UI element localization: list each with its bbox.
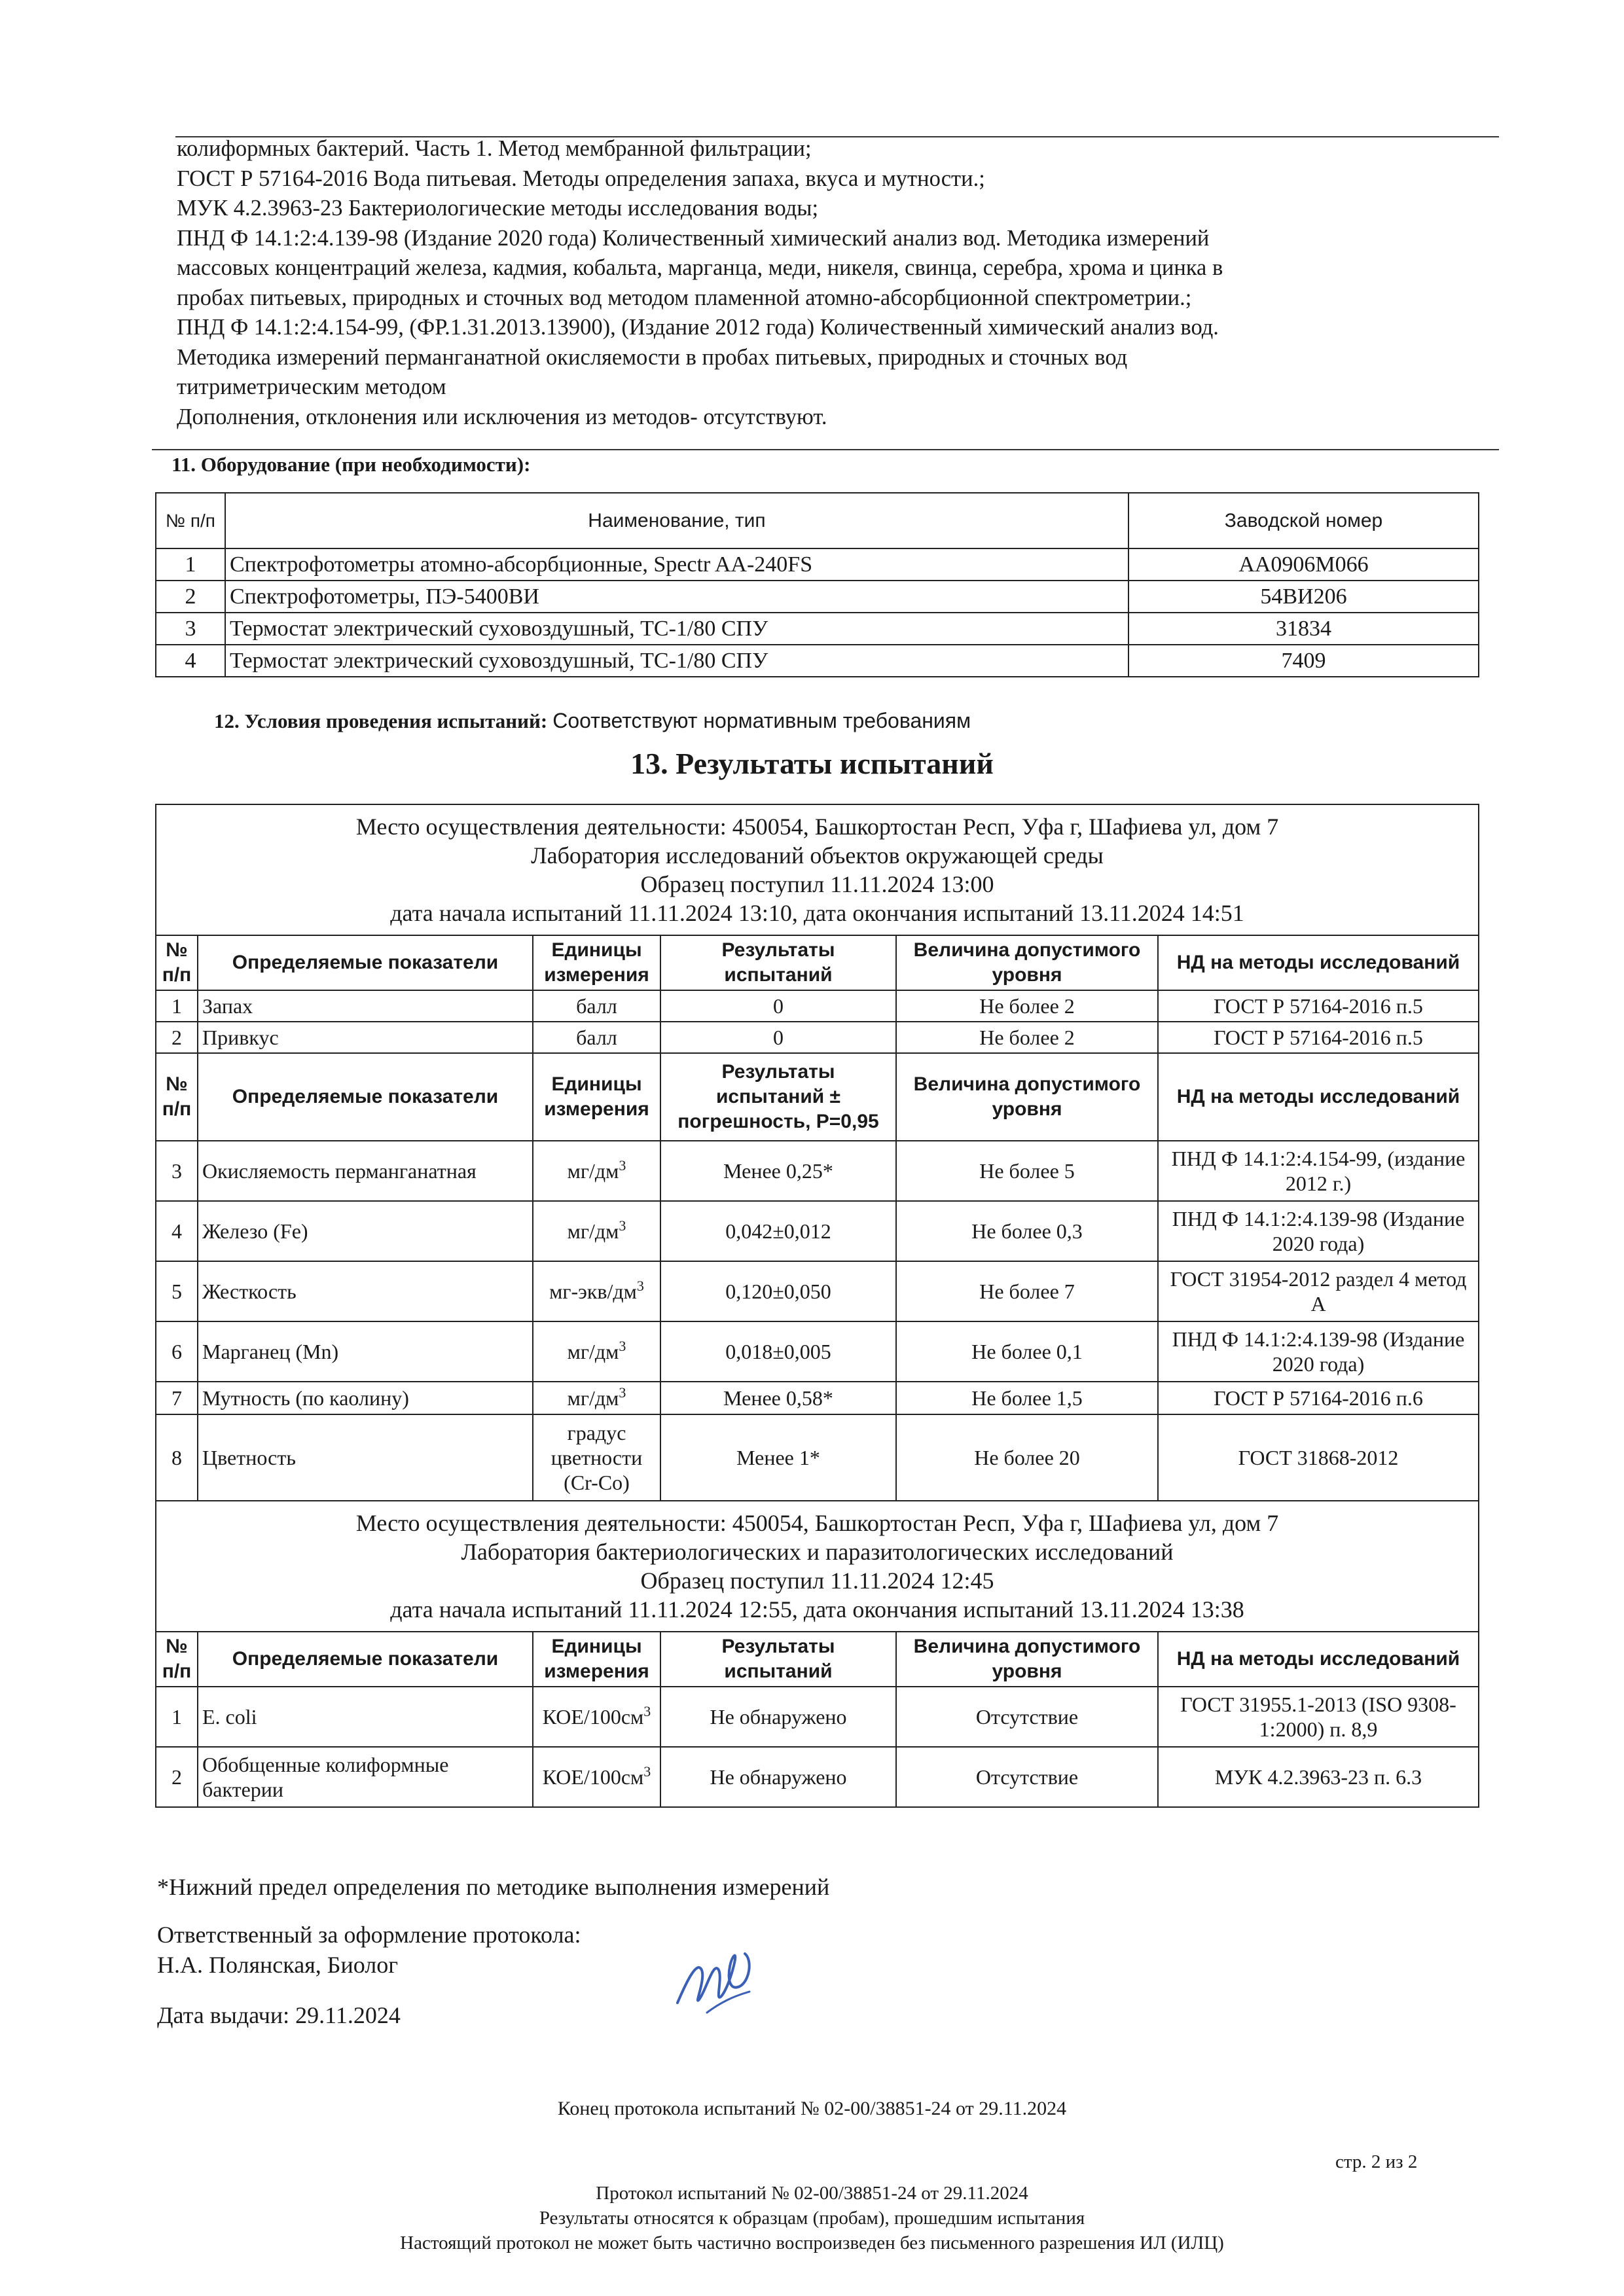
test-conditions (214, 709, 971, 733)
intro-line: титриметрическим методом (177, 374, 446, 399)
intro-line: ПНД Ф 14.1:2:4.139-98 (Издание 2020 года) Количественный химический анализ вод. Методика измерений (177, 225, 1210, 251)
cell: Не более 2 (896, 990, 1158, 1022)
cell: 7 (156, 1382, 198, 1414)
unit-exponent: 3 (619, 1217, 626, 1234)
cell: Спектрофотометры, ПЭ-5400ВИ (225, 581, 1128, 613)
table-header-row (156, 935, 1479, 990)
unit: мг/дм (567, 1340, 619, 1363)
header-cell: № п/п (156, 493, 225, 548)
cell: 4 (156, 645, 225, 677)
unit-exponent: 3 (619, 1338, 626, 1354)
table-row (156, 1321, 1479, 1382)
page-number: стр. 2 из 2 (1335, 2151, 1418, 2172)
cell (533, 1382, 660, 1414)
header-cell: Определяемые показатели (198, 1632, 533, 1687)
cell: Менее 1* (660, 1414, 896, 1501)
header-cell: № п/п (156, 935, 198, 990)
cell: 54ВИ206 (1128, 581, 1479, 613)
table-row (156, 990, 1479, 1022)
cell: Не более 5 (896, 1141, 1158, 1201)
table-row (156, 1261, 1479, 1321)
cell: 1 (156, 1687, 198, 1747)
header-cell: № п/п (156, 1053, 198, 1141)
cell: Мутность (по каолину) (198, 1382, 533, 1414)
cell: Не более 0,3 (896, 1201, 1158, 1261)
cell: E. coli (198, 1687, 533, 1747)
unit: мг/дм (567, 1159, 619, 1183)
unit: мг/дм (567, 1386, 619, 1410)
unit-exponent: 3 (619, 1384, 626, 1401)
table-row (156, 1414, 1479, 1501)
cell: Не более 20 (896, 1414, 1158, 1501)
cell: Привкус (198, 1022, 533, 1053)
cell: Отсутствие (896, 1747, 1158, 1807)
cell: балл (533, 990, 660, 1022)
cell: Термостат электрический суховоздушный, ТС-1/80 СПУ (225, 645, 1128, 677)
site-info-row (156, 1501, 1479, 1632)
cell: ГОСТ Р 57164-2016 п.5 (1158, 990, 1479, 1022)
conditions-value: Соответствуют нормативным требованиям (552, 709, 971, 732)
equipment-title: 11. Оборудование (при необходимости): (171, 453, 531, 476)
cell: 31834 (1128, 613, 1479, 645)
cell: Менее 0,58* (660, 1382, 896, 1414)
cell: ГОСТ 31955.1-2013 (ISO 9308-1:2000) п. 8,9 (1158, 1687, 1479, 1747)
header-cell: Заводской номер (1128, 493, 1479, 548)
cell: 1 (156, 548, 225, 581)
cell: Не более 2 (896, 1022, 1158, 1053)
cell: Спектрофотометры атомно-абсорбционные, Spectr AA-240FS (225, 548, 1128, 581)
unit-exponent: 3 (636, 1278, 644, 1294)
cell: Цветность (198, 1414, 533, 1501)
intro-line: ПНД Ф 14.1:2:4.154-99, (ФР.1.31.2013.13900), (Издание 2012 года) Количественный химический анализ вод. (177, 315, 1219, 340)
cell: 2 (156, 581, 225, 613)
cell: 8 (156, 1414, 198, 1501)
intro-line: Дополнения, отклонения или исключения из методов- отсутствуют. (177, 404, 827, 429)
cell: 6 (156, 1321, 198, 1382)
header-cell: Величина допустимого уровня (896, 1053, 1158, 1141)
cell: Термостат электрический суховоздушный, ТС-1/80 СПУ (225, 613, 1128, 645)
site-address: Место осуществления деятельности: 450054, Башкортостан Респ, Уфа г, Шафиева ул, дом 7 (355, 814, 1279, 840)
cell: МУК 4.2.3963-23 п. 6.3 (1158, 1747, 1479, 1807)
footer-line: Результаты относятся к образцам (пробам), прошедшим испытания (539, 2208, 1085, 2229)
cell: 2 (156, 1022, 198, 1053)
cell: ГОСТ Р 57164-2016 п.6 (1158, 1382, 1479, 1414)
cell: Обобщенные колиформные бактерии (198, 1747, 533, 1807)
cell: 0 (660, 1022, 896, 1053)
site-info (156, 804, 1479, 935)
header-cell: Определяемые показатели (198, 935, 533, 990)
test-dates: дата начала испытаний 11.11.2024 13:10, дата окончания испытаний 13.11.2024 14:51 (390, 900, 1244, 926)
cell: Железо (Fe) (198, 1201, 533, 1261)
signature-icon (668, 1934, 766, 2032)
end-of-protocol: Конец протокола испытаний № 02-00/38851-24 от 29.11.2024 (557, 2098, 1067, 2119)
cell: 1 (156, 990, 198, 1022)
cell: 3 (156, 1141, 198, 1201)
cell: Менее 0,25* (660, 1141, 896, 1201)
unit: мг-экв/дм (549, 1280, 637, 1303)
table-header-row (156, 1053, 1479, 1141)
cell: 2 (156, 1747, 198, 1807)
header-cell: Величина допустимого уровня (896, 935, 1158, 990)
cell: Не более 0,1 (896, 1321, 1158, 1382)
header-cell: НД на методы исследований (1158, 1632, 1479, 1687)
cell (533, 1141, 660, 1201)
results-table (155, 804, 1479, 1808)
cell (533, 1261, 660, 1321)
equipment-table (155, 492, 1479, 677)
table-row (156, 645, 1479, 677)
table-row (156, 548, 1479, 581)
intro-line: пробах питьевых, природных и сточных вод методом пламенной атомно-абсорбционной спектрометрии.; (177, 285, 1192, 310)
sample-received: Образец поступил 11.11.2024 12:45 (640, 1568, 994, 1594)
unit-exponent: 3 (643, 1763, 651, 1780)
table-row (156, 1747, 1479, 1807)
site-address: Место осуществления деятельности: 450054, Башкортостан Респ, Уфа г, Шафиева ул, дом 7 (355, 1510, 1279, 1536)
lab-name: Лаборатория бактериологических и паразитологических исследований (461, 1539, 1174, 1565)
header-cell: НД на методы исследований (1158, 1053, 1479, 1141)
cell: 0,042±0,012 (660, 1201, 896, 1261)
header-cell: Результаты испытаний ± погрешность, Р=0,95 (660, 1053, 896, 1141)
cell: 0,018±0,005 (660, 1321, 896, 1382)
cell: Марганец (Mn) (198, 1321, 533, 1382)
cell (533, 1321, 660, 1382)
sample-received: Образец поступил 11.11.2024 13:00 (640, 871, 994, 897)
unit: мг/дм (567, 1219, 619, 1243)
responsible-label: Ответственный за оформление протокола: (157, 1922, 581, 1948)
cell: балл (533, 1022, 660, 1053)
table-row (156, 581, 1479, 613)
intro-line: массовых концентраций железа, кадмия, кобальта, марганца, меди, никеля, свинца, серебра, хрома и цинка в (177, 255, 1223, 280)
site-info-row (156, 804, 1479, 935)
cell: ГОСТ Р 57164-2016 п.5 (1158, 1022, 1479, 1053)
cell: 0 (660, 990, 896, 1022)
header-cell: № п/п (156, 1632, 198, 1687)
footnote: *Нижний предел определения по методике выполнения измерений (157, 1874, 830, 1900)
cell: Запах (198, 990, 533, 1022)
test-dates: дата начала испытаний 11.11.2024 12:55, дата окончания испытаний 13.11.2024 13:38 (390, 1596, 1244, 1623)
header-cell: Определяемые показатели (198, 1053, 533, 1141)
table-row (156, 1201, 1479, 1261)
table-row (156, 613, 1479, 645)
cell: 7409 (1128, 645, 1479, 677)
cell: ГОСТ 31954-2012 раздел 4 метод А (1158, 1261, 1479, 1321)
cell: 4 (156, 1201, 198, 1261)
footer-line: Настоящий протокол не может быть частично воспроизведен без письменного разрешения ИЛ (ИЛЦ) (400, 2233, 1224, 2253)
header-cell: Единицы измерения (533, 935, 660, 990)
cell: Не обнаружено (660, 1687, 896, 1747)
header-cell: Наименование, тип (225, 493, 1128, 548)
intro-line: Методика измерений перманганатной окисляемости в пробах питьевых, природных и сточных вод (177, 344, 1128, 370)
table-row (156, 1141, 1479, 1201)
cell: Не обнаружено (660, 1747, 896, 1807)
cell: 3 (156, 613, 225, 645)
table-row (156, 1382, 1479, 1414)
section-rule (152, 449, 1499, 450)
unit: КОЕ/100см (542, 1765, 644, 1789)
header-cell: Результаты испытаний (660, 1632, 896, 1687)
equipment-header-row (156, 493, 1479, 548)
intro-line: ГОСТ Р 57164-2016 Вода питьевая. Методы определения запаха, вкуса и мутности.; (177, 166, 985, 191)
methods-continuation (177, 134, 1489, 432)
cell: ПНД Ф 14.1:2:4.139-98 (Издание 2020 года) (1158, 1321, 1479, 1382)
header-cell: Результаты испытаний (660, 935, 896, 990)
cell: 5 (156, 1261, 198, 1321)
cell: ПНД Ф 14.1:2:4.139-98 (Издание 2020 года) (1158, 1201, 1479, 1261)
cell (533, 1201, 660, 1261)
results-title: 13. Результаты испытаний (630, 747, 994, 780)
cell: Не более 1,5 (896, 1382, 1158, 1414)
table-header-row (156, 1632, 1479, 1687)
site-info (156, 1501, 1479, 1632)
cell: Жесткость (198, 1261, 533, 1321)
header-cell: Единицы измерения (533, 1053, 660, 1141)
cell: Отсутствие (896, 1687, 1158, 1747)
issue-date: Дата выдачи: 29.11.2024 (157, 2002, 401, 2028)
footer-line: Протокол испытаний № 02-00/38851-24 от 29.11.2024 (596, 2183, 1028, 2204)
responsible-name: Н.А. Полянская, Биолог (157, 1952, 398, 1978)
lab-name: Лаборатория исследований объектов окружающей среды (531, 842, 1104, 869)
cell: Окисляемость перманганатная (198, 1141, 533, 1201)
intro-line: колиформных бактерий. Часть 1. Метод мембранной фильтрации; (177, 136, 812, 161)
cell: Не более 7 (896, 1261, 1158, 1321)
cell (533, 1687, 660, 1747)
cell: ПНД Ф 14.1:2:4.154-99, (издание 2012 г.) (1158, 1141, 1479, 1201)
unit-exponent: 3 (619, 1157, 626, 1174)
header-cell: Величина допустимого уровня (896, 1632, 1158, 1687)
table-row (156, 1022, 1479, 1053)
cell: градус цветности (Cr-Co) (533, 1414, 660, 1501)
header-cell: Единицы измерения (533, 1632, 660, 1687)
unit: КОЕ/100см (542, 1705, 644, 1729)
unit-exponent: 3 (643, 1703, 651, 1719)
table-row (156, 1687, 1479, 1747)
conditions-label: 12. Условия проведения испытаний: (214, 709, 548, 732)
intro-line: МУК 4.2.3963-23 Бактериологические методы исследования воды; (177, 196, 819, 221)
cell: 0,120±0,050 (660, 1261, 896, 1321)
cell: ГОСТ 31868-2012 (1158, 1414, 1479, 1501)
header-cell: НД на методы исследований (1158, 935, 1479, 990)
cell (533, 1747, 660, 1807)
cell: АА0906М066 (1128, 548, 1479, 581)
